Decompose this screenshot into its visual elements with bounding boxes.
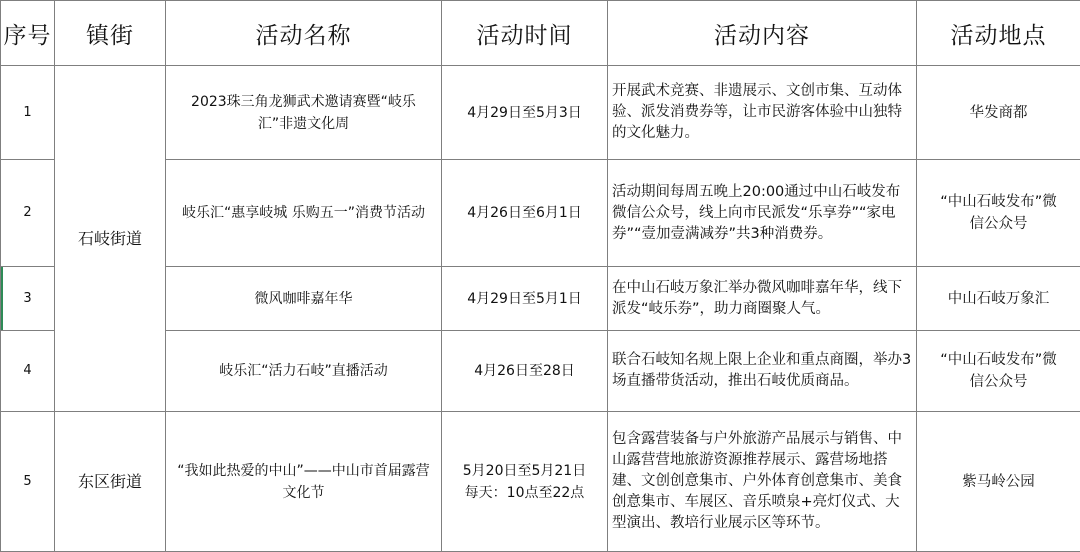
row-content: 在中山石岐万象汇举办微风咖啡嘉年华，线下派发“岐乐券”，助力商圈聚人气。: [608, 267, 917, 331]
row-time: 4月26日至6月1日: [442, 160, 608, 267]
header-street: 镇街: [55, 1, 166, 66]
row-seq: 5: [1, 412, 55, 552]
table-row: [1, 412, 1080, 552]
header-seq: 序号: [1, 1, 55, 66]
row-seq: 2: [1, 160, 55, 267]
row-seq: 4: [1, 331, 55, 412]
row-seq: 1: [1, 66, 55, 160]
row-content: 联合石岐知名规上限上企业和重点商圈，举办3场直播带货活动，推出石岐优质商品。: [608, 331, 917, 412]
row-place: 中山石岐万象汇: [917, 267, 1080, 331]
row-street: 石岐街道: [55, 66, 166, 412]
row-content: 包含露营装备与户外旅游产品展示与销售、中山露营营地旅游资源推荐展示、露营场地搭建、文创创意集市、户外体育创意集市、美食创意集市、车展区、音乐喷泉+亮灯仪式、大型演出、教培行业展示区等环节。: [608, 412, 917, 552]
row-place: 华发商都: [917, 66, 1080, 160]
row-place: 紫马岭公园: [917, 412, 1080, 552]
row-name: 岐乐汇“活力石岐”直播活动: [166, 331, 442, 412]
row-time: 4月26日至28日: [442, 331, 608, 412]
row-seq: 3: [1, 267, 55, 331]
row-content: 开展武术竞赛、非遗展示、文创市集、互动体验、派发消费券等，让市民游客体验中山独特的文化魅力。: [608, 66, 917, 160]
header-row: [1, 1, 1080, 66]
header-time: 活动时间: [442, 1, 608, 66]
table-row: [1, 66, 1080, 160]
row-place: “中山石岐发布”微信公众号: [917, 331, 1080, 412]
row-street: 东区街道: [55, 412, 166, 552]
row-place: “中山石岐发布”微信公众号: [917, 160, 1080, 267]
row-name: 2023珠三角龙狮武术邀请赛暨“岐乐汇”非遗文化周: [166, 66, 442, 160]
row-time: 4月29日至5月3日: [442, 66, 608, 160]
row-name: “我如此热爱的中山”——中山市首届露营文化节: [166, 412, 442, 552]
header-name: 活动名称: [166, 1, 442, 66]
row-time: 4月29日至5月1日: [442, 267, 608, 331]
header-content: 活动内容: [608, 1, 917, 66]
row-time: 5月20日至5月21日每天：10点至22点: [442, 412, 608, 552]
row-name: 微风咖啡嘉年华: [166, 267, 442, 331]
header-place: 活动地点: [917, 1, 1080, 66]
row-name: 岐乐汇“惠享岐城 乐购五一”消费节活动: [166, 160, 442, 267]
row-content: 活动期间每周五晚上20:00通过中山石岐发布微信公众号，线上向市民派发“乐享券”“家电券”“壹加壹满减券”共3种消费券。: [608, 160, 917, 267]
